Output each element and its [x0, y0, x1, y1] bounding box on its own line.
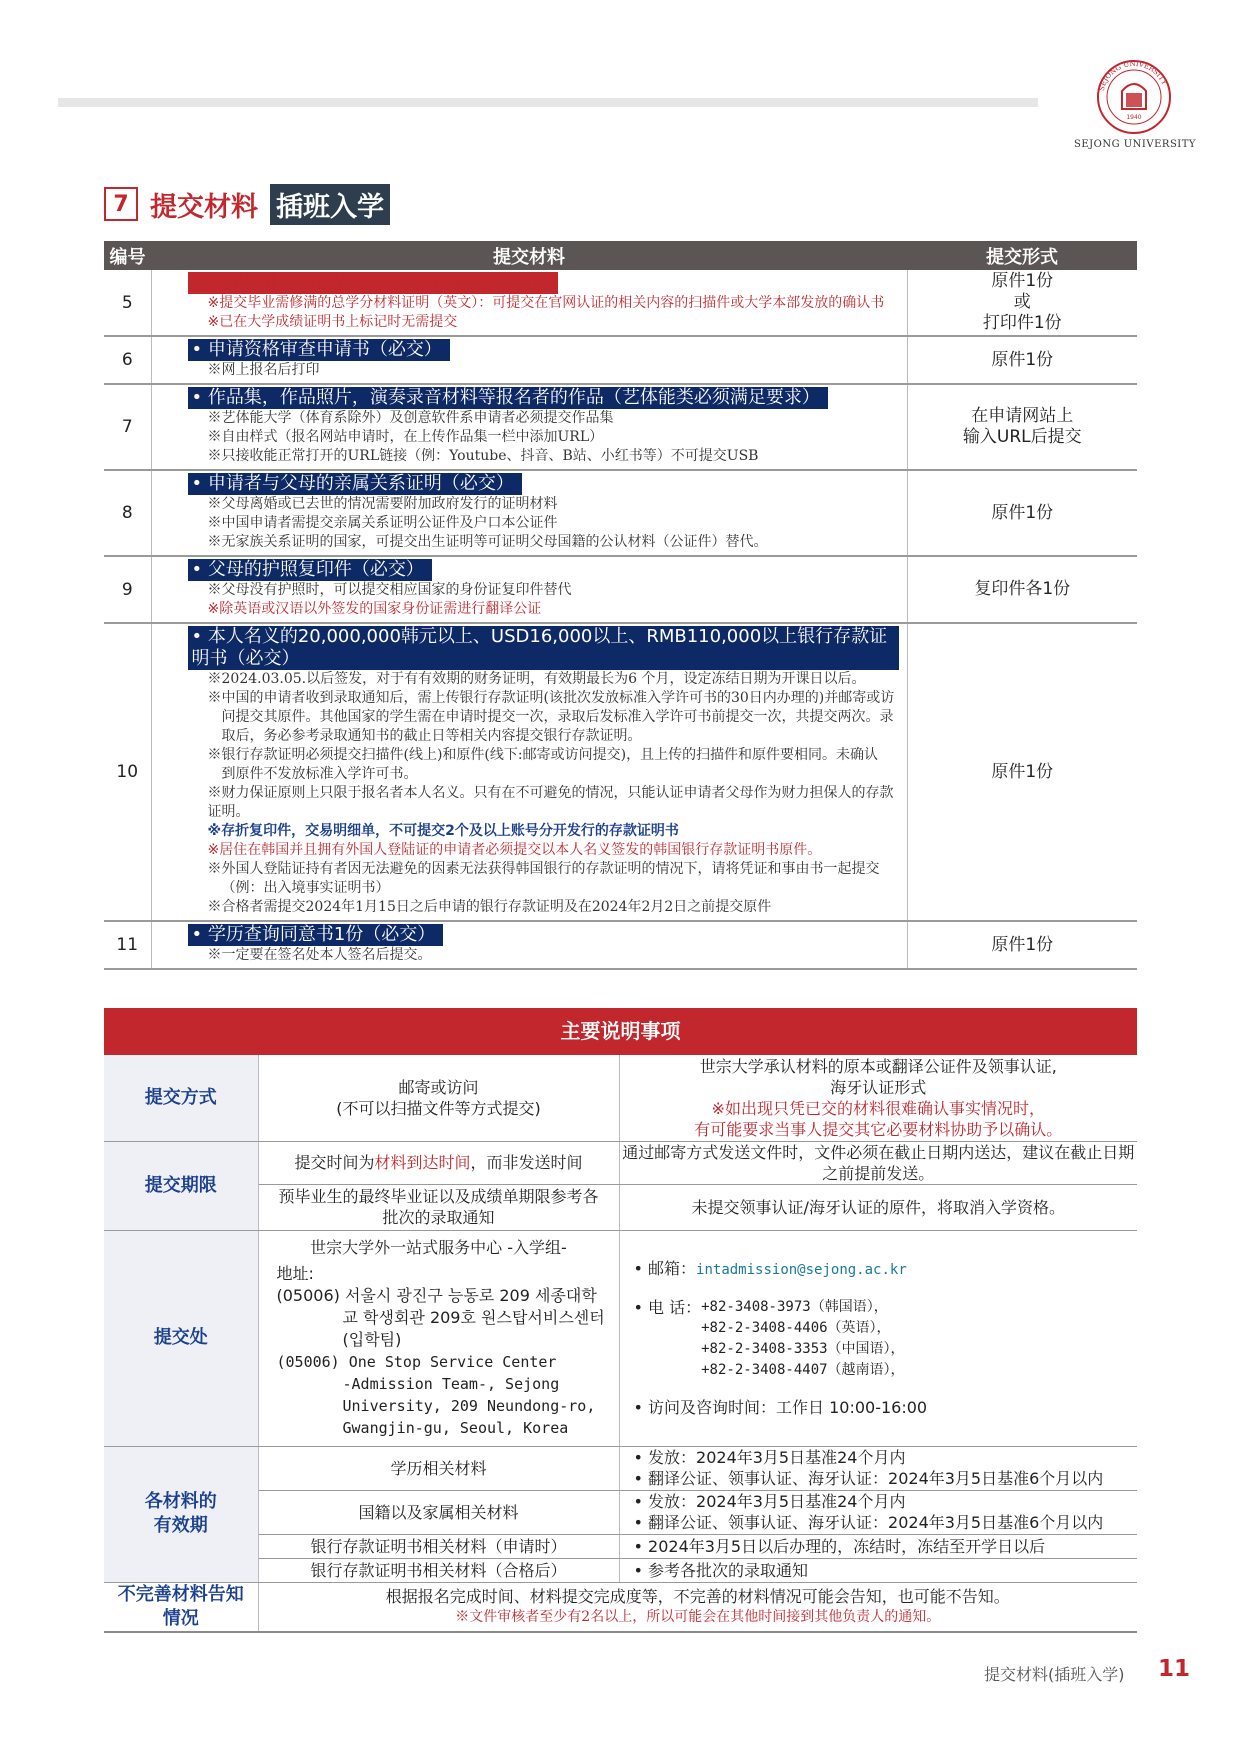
material-title: • 学历查询同意书1份（必交）	[188, 924, 444, 946]
note: ※只接收能正常打开的URL链接（例：Youtube、抖音、B站、小红书等）不可提交USB	[207, 448, 759, 464]
info-row-validity	[104, 1490, 1137, 1534]
address-line: 교 학생회관 209호 원스탑서비스센터	[342, 1308, 605, 1327]
info-table-title: 主要说明事项	[104, 1008, 1137, 1055]
text-part: ，而非发送时间	[470, 1153, 583, 1172]
visit-hours: • 访问及咨询时间：工作日 10:00-16:00	[633, 1398, 928, 1417]
form-cell	[907, 623, 1137, 921]
table-row	[104, 470, 1137, 556]
phone-number: +82-2-3408-4406（英语），	[701, 1320, 891, 1336]
text-line: 通过邮寄方式发送文件时，文件必须在截止日期内送达，建议在截止日期	[622, 1142, 1135, 1162]
label-line: 情况	[162, 1607, 199, 1629]
validity-detail	[619, 1490, 1137, 1534]
row-number: 5	[104, 270, 151, 336]
info-row-submit-method	[104, 1055, 1137, 1141]
form-cell	[907, 556, 1137, 623]
form-line: 输入URL后提交	[962, 427, 1082, 447]
form-line: 原件1份	[991, 934, 1054, 955]
phone-number: +82-2-3408-4407（越南语），	[701, 1362, 905, 1378]
address-line: University, 209 Neundong-ro,	[342, 1397, 596, 1415]
material-title: • 本人名义的20,000,000韩元以上、USD16,000以上、RMB110,000以上银行存款证明书（必交）	[188, 626, 899, 670]
table-row	[104, 270, 1137, 336]
info-row-validity	[104, 1534, 1137, 1558]
deadline-mid-a	[258, 1141, 619, 1184]
text-line: 之前提前发送。	[822, 1163, 935, 1183]
email-label: • 邮箱：	[633, 1259, 697, 1278]
svg-text:SEJONG UNIVERSITY	[1098, 60, 1169, 92]
label-deadline: 提交期限	[104, 1141, 258, 1230]
submit-method-mid	[258, 1055, 619, 1141]
form-line: 原件1份	[991, 502, 1054, 523]
address-line: (05006) One Stop Service Center	[276, 1353, 557, 1371]
service-center: 世宗大学外一站式服务中心 -入学组-	[310, 1238, 567, 1257]
form-line: 打印件1份	[982, 313, 1062, 333]
address-line: (입학팀)	[342, 1330, 402, 1349]
row-number: 10	[104, 623, 151, 921]
note: 取后，务必参考录取通知书的截止日等相关内容提交银行存款证明。	[221, 728, 642, 744]
material-title: • 父母的护照复印件（必交）	[188, 559, 432, 581]
header-no: 编号	[104, 241, 151, 270]
material-cell	[151, 921, 907, 969]
note: 问提交其原件。其他国家的学生需在申请时提交一次，录取后发标准入学许可书前提交一次，共提交两次。录	[221, 709, 894, 725]
validity-detail: • 参考各批次的录取通知	[619, 1558, 1137, 1582]
note: ※父母没有护照时，可以提交相应国家的身份证复印件替代	[207, 582, 572, 598]
phone-number: +82-2-3408-3353（中国语），	[701, 1341, 905, 1357]
detail-line: • 翻译公证、领事认证、海牙认证：2024年3月5日基准6个月以内	[633, 1469, 1104, 1488]
note: ※已在大学成绩证明书上标记时无需提交	[207, 314, 458, 330]
note: ※中国的申请者收到录取通知后，需上传银行存款证明(该批次发放标准入学许可书的30日内办理的)并邮寄或访	[207, 690, 895, 706]
detail-line: • 发放：2024年3月5日基准24个月内	[633, 1448, 906, 1467]
header-form: 提交形式	[907, 241, 1137, 270]
label-line: 各材料的	[144, 1491, 217, 1512]
address-label: 地址:	[276, 1264, 314, 1283]
note: ※存折复印件，交易明细单，不可提交2个及以上账号分开发行的存款证明书	[207, 823, 679, 839]
text-line: 批次的录取通知	[382, 1208, 495, 1227]
form-cell	[907, 336, 1137, 384]
material-cell	[151, 270, 907, 336]
material-title: • 申请者与父母的亲属关系证明（必交）	[188, 473, 522, 495]
table-row	[104, 921, 1137, 969]
materials-table-header	[104, 241, 1137, 270]
validity-item: 学历相关材料	[258, 1446, 619, 1490]
info-table	[104, 1055, 1137, 1633]
place-contact	[619, 1230, 1137, 1446]
form-line: 复印件各1份	[974, 579, 1071, 599]
note: 到原件不发放标准入学许可书。	[221, 766, 418, 782]
info-row-incomplete	[104, 1582, 1137, 1632]
address-line: (05006) 서울시 광진구 능동로 209 세종대학	[276, 1286, 597, 1305]
table-row	[104, 623, 1137, 921]
table-row	[104, 336, 1137, 384]
material-title: • 作品集，作品照片，演奏录音材料等报名者的作品（艺体能类必须满足要求）	[188, 387, 828, 409]
label-submit-method: 提交方式	[104, 1055, 258, 1141]
material-title: • 大学毕业时需修满的总学分证明（相关者）	[188, 272, 558, 294]
deadline-right-a	[619, 1141, 1137, 1184]
note: ※父母离婚或已去世的情况需要附加政府发行的证明材料	[207, 496, 558, 512]
text-line-red: ※文件审核者至少有2名以上，所以可能会在其他时间接到其他负责人的通知。	[455, 1608, 941, 1625]
validity-item: 银行存款证明书相关材料（合格后）	[258, 1558, 619, 1582]
note: ※居住在韩国并且拥有外国人登陆证的申请者必须提交以本人名义签发的韩国银行存款证明书原件。	[207, 842, 822, 858]
note: ※一定要在签名处本人签名后提交。	[207, 947, 432, 963]
material-cell	[151, 556, 907, 623]
section-number: 7	[104, 187, 138, 221]
info-row-validity	[104, 1446, 1137, 1490]
incomplete-text	[258, 1582, 1137, 1632]
form-line: 或	[1013, 292, 1031, 312]
place-address	[258, 1230, 619, 1446]
row-number: 6	[104, 336, 151, 384]
note: ※中国申请者需提交亲属关系证明公证件及户口本公证件	[207, 515, 558, 531]
seal-year: 1940	[1126, 114, 1142, 121]
form-line: 原件1份	[991, 349, 1054, 370]
label-incomplete	[104, 1582, 258, 1632]
section-title-text: 提交材料	[150, 191, 258, 223]
form-line: 在申请网站上	[971, 406, 1074, 426]
table-row	[104, 384, 1137, 470]
text-part-red: 材料到达时间	[374, 1153, 471, 1172]
note: ※合格者需提交2024年1月15日之后申请的银行存款证明及在2024年2月2日之前提交原件	[207, 899, 772, 915]
info-row-place	[104, 1230, 1137, 1446]
note: ※银行存款证明必须提交扫描件(线上)和原件(线下:邮寄或访问提交)，且上传的扫描件和原件要相同。未确认	[207, 747, 879, 763]
label-line: 不完善材料告知	[117, 1583, 244, 1605]
validity-item: 国籍以及家属相关材料	[258, 1490, 619, 1534]
material-cell	[151, 470, 907, 556]
note: ※财力保证原则上只限于报名者本人名义。只有在不可避免的情况，只能认证申请者父母作为财力担保人的存款证明。	[207, 785, 894, 820]
text-line: 预毕业生的最终毕业证以及成绩单期限参考各	[278, 1187, 599, 1206]
form-cell	[907, 921, 1137, 969]
note: ※提交毕业需修满的总学分材料证明（英文）：可提交在官网认证的相关内容的扫描件或大学本部发放的确认书	[207, 295, 885, 311]
material-cell	[151, 336, 907, 384]
text-line: ※如出现只凭已交的材料很难确认事实情况时，	[711, 1098, 1045, 1118]
validity-item: 银行存款证明书相关材料（申请时）	[258, 1534, 619, 1558]
row-number: 9	[104, 556, 151, 623]
text-line: 邮寄或访问	[398, 1077, 479, 1097]
note: ※网上报名后打印	[207, 362, 320, 378]
material-title: • 申请资格审查申请书（必交）	[188, 339, 450, 361]
info-row-deadline-a	[104, 1141, 1137, 1184]
phone-label: • 电 话：	[633, 1298, 702, 1317]
note: ※外国人登陆证持有者因无法避免的因素无法获得韩国银行的存款证明的情况下，请将凭证和事由书一起提交	[207, 861, 880, 877]
row-number: 11	[104, 921, 151, 969]
text-line: (不可以扫描文件等方式提交)	[336, 1098, 541, 1118]
seal-ring-text: SEJONG UNIVERSITY	[1097, 59, 1169, 92]
note: ※艺体能大学（体育系除外）及创意软件系申请者必须提交作品集	[207, 410, 614, 426]
sejong-university-seal	[1096, 59, 1172, 135]
form-line: 原件1份	[991, 271, 1054, 291]
note: ※除英语或汉语以外签发的国家身份证需进行翻译公证	[207, 601, 542, 617]
form-cell	[907, 384, 1137, 470]
text-line: 世宗大学承认材料的原本或翻译公证件及领事认证,	[699, 1056, 1057, 1076]
note: ※2024.03.05.以后签发，对于有有效期的财务证明，有效期最长为6 个月，设定冻结日期为开课日以后。	[207, 671, 866, 687]
material-cell	[151, 384, 907, 470]
text-part: 提交时间为	[294, 1153, 375, 1172]
label-place: 提交处	[104, 1230, 258, 1446]
label-line: 有效期	[153, 1515, 208, 1536]
logo-caption: SEJONG UNIVERSITY	[1073, 139, 1197, 150]
text-line: 海牙认证形式	[830, 1077, 927, 1097]
section-title	[104, 186, 390, 222]
row-number: 7	[104, 384, 151, 470]
note: ※自由样式（报名网站申请时，在上传作品集一栏中添加URL）	[207, 429, 604, 445]
address-line: -Admission Team-, Sejong	[342, 1375, 560, 1393]
validity-detail: • 2024年3月5日以后办理的，冻结时，冻结至开学日以后	[619, 1534, 1137, 1558]
note: （例：出入境事实证明书）	[221, 880, 390, 896]
materials-table	[104, 241, 1137, 970]
info-row-validity	[104, 1558, 1137, 1582]
section-subtitle: 插班入学	[270, 184, 390, 225]
deadline-right-b: 未提交领事认证/海牙认证的原件，将取消入学资格。	[619, 1184, 1137, 1230]
material-cell	[151, 623, 907, 921]
header-material: 提交材料	[151, 241, 907, 270]
address-line: Gwangjin-gu, Seoul, Korea	[342, 1419, 569, 1437]
note: ※无家族关系证明的国家，可提交出生证明等可证明父母国籍的公认材料（公证件）替代。	[207, 534, 768, 550]
form-line: 原件1份	[991, 761, 1054, 782]
detail-line: • 翻译公证、领事认证、海牙认证：2024年3月5日基准6个月以内	[633, 1513, 1104, 1532]
info-row-deadline-b	[104, 1184, 1137, 1230]
submit-method-right	[619, 1055, 1137, 1141]
label-validity	[104, 1446, 258, 1582]
table-row	[104, 556, 1137, 623]
text-line: 根据报名完成时间、材料提交完成度等，不完善的材料情况可能会告知，也可能不告知。	[385, 1586, 1010, 1606]
row-number: 8	[104, 470, 151, 556]
validity-detail	[619, 1446, 1137, 1490]
email-link[interactable]: intadmission@sejong.ac.kr	[696, 1262, 907, 1278]
text-line: 有可能要求当事人提交其它必要材料协助予以确认。	[694, 1119, 1063, 1139]
form-cell	[907, 270, 1137, 336]
deadline-mid-b	[258, 1184, 619, 1230]
detail-line: • 发放：2024年3月5日基准24个月内	[633, 1492, 906, 1511]
phone-number: +82-3408-3973（韩国语），	[701, 1299, 888, 1315]
footer-section-name: 提交材料(插班入学)	[984, 1665, 1125, 1684]
form-cell	[907, 470, 1137, 556]
top-divider	[58, 98, 1038, 107]
page-number: 11	[1158, 1656, 1191, 1682]
